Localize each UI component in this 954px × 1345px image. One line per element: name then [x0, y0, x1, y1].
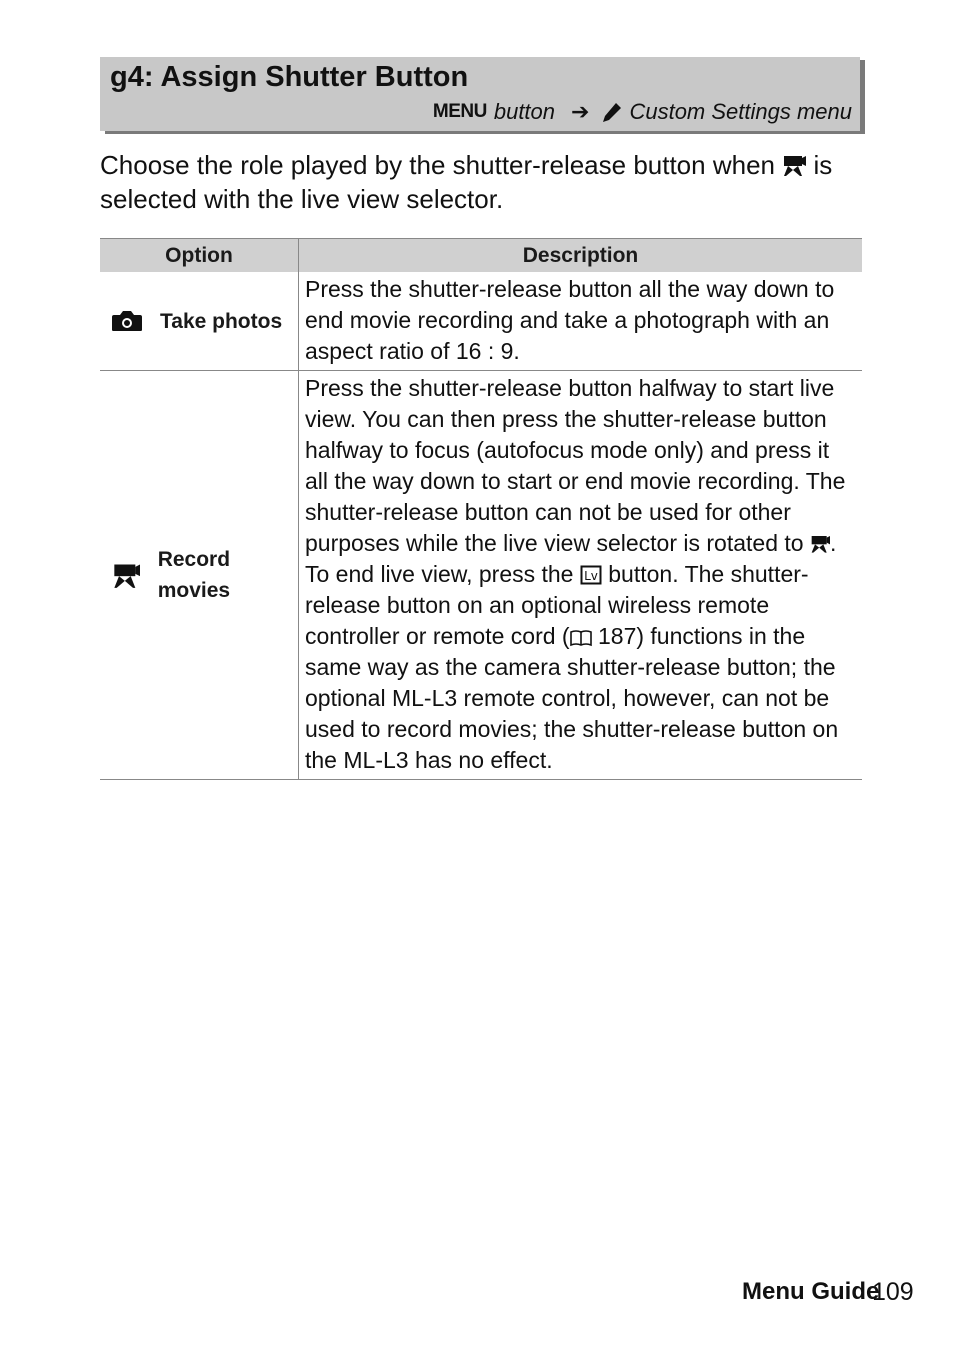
- option-cell: [100, 272, 299, 371]
- pencil-icon: [601, 101, 623, 123]
- description-cell: Press the shutter-release button all the way down to end movie recording and take a photograph with an aspect ratio of 16 : 9.: [299, 272, 863, 371]
- movie-camera-icon: [110, 562, 142, 588]
- arrow-right-icon: ➔: [571, 99, 590, 124]
- movie-camera-icon: [782, 154, 806, 176]
- book-reference-icon: [570, 629, 592, 647]
- options-table: [100, 238, 862, 780]
- section-header: [100, 57, 860, 131]
- svg-text:Lv: Lv: [583, 569, 598, 583]
- table-header-row: [100, 239, 862, 273]
- section-title: g4: Assign Shutter Button: [110, 61, 469, 93]
- menu-path: [433, 99, 852, 125]
- menu-button-label: MENU: [432, 101, 487, 122]
- page-reference: 187: [597, 623, 637, 649]
- movie-camera-icon: [810, 534, 830, 553]
- camera-icon: [110, 308, 144, 334]
- footer-section-title: Menu Guide: [742, 1278, 880, 1305]
- intro-text-1: Choose the role played by the shutter-release button when: [100, 150, 775, 180]
- option-label: Take photos: [160, 309, 283, 333]
- menu-path-target: Custom Settings menu: [629, 99, 852, 124]
- description-part-1: Press the shutter-release button halfway to start live view. You can then press the shutter-release button halfway to focus (autofocus mode only) and press it all the way down to start or end movie recording. The shutter-release button can not be used for other purposes while the live view selector is rotated to: [305, 375, 846, 556]
- table-row: [100, 272, 862, 371]
- live-view-button-icon: [580, 565, 602, 585]
- description-cell: [299, 371, 863, 780]
- option-cell: [100, 371, 299, 780]
- table-row: [100, 371, 862, 780]
- menu-path-button: button: [493, 99, 556, 124]
- column-header-description: Description: [299, 239, 863, 273]
- page-number: 109: [872, 1278, 914, 1306]
- description-part-4: ) functions in the same way as the camera shutter-release button; the optional ML-L3 remote control, however, can not be used to record movies; the shutter-release button on the ML-L3 has no effect.: [305, 623, 839, 773]
- description-part-3: button. The shutter-release button on an optional wireless remote controller or remote cord (: [305, 561, 809, 649]
- intro-text-2: is selected with the live view selector.: [100, 150, 833, 214]
- option-label: Record movies: [157, 548, 231, 602]
- intro-paragraph: [100, 148, 870, 216]
- column-header-option: Option: [100, 239, 299, 273]
- description-part-2: . To end live view, press the: [305, 530, 837, 587]
